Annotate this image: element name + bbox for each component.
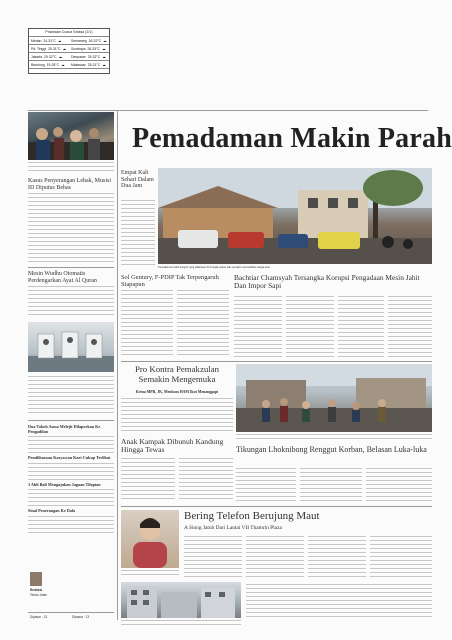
accident-caption [236, 434, 432, 442]
weather-row [29, 61, 109, 69]
story-pro-subtitle: Ketua MPR, JK, Menkum HAM Ikut Menanggapi [135, 390, 219, 394]
lower-rule [121, 506, 432, 507]
divider [28, 420, 114, 421]
story-bachtiar-body-1 [234, 296, 282, 358]
left-story-1-body [28, 193, 114, 263]
weather-cell [29, 39, 69, 43]
weather-cell [29, 63, 69, 67]
weather-city: Jakarta [31, 54, 43, 59]
divider [28, 267, 114, 268]
cloud-icon: ☁ [103, 38, 107, 43]
weather-temp: 25-31°C [87, 62, 101, 67]
weather-city: Makassar [71, 62, 86, 67]
story-anak-body-2 [179, 458, 233, 500]
weather-temp: 25-31°C [48, 46, 61, 51]
weather-row [29, 45, 109, 53]
weather-forecast-box [28, 28, 110, 74]
story-tikungan-body-1 [236, 468, 296, 502]
story-telefon-body-1 [184, 536, 242, 580]
weather-temp: 24-31°C [43, 38, 56, 43]
weather-city: Surabaya [71, 46, 86, 51]
cloud-icon: ☁ [58, 54, 63, 59]
story-tikungan-title: Tikungan Lhoknibong Renggut Korban, Belasan Luka-luka [236, 445, 427, 454]
weather-temp: 25-32°C [44, 54, 57, 59]
story-bachtiar-body-3 [338, 296, 384, 358]
cloud-icon: ☁ [61, 62, 65, 67]
weather-row [29, 37, 109, 45]
left-photo-mosque [28, 322, 114, 372]
story-bachtiar-title: Bachtiar Chamsyah Tersangka Korupsi Pengadaan Mesin Jahit Dan Impor Sapi [234, 273, 420, 291]
cloud-icon: ☁ [62, 46, 67, 51]
editor-photo [30, 572, 42, 586]
main-headline: Pemadaman Makin Parah [132, 123, 452, 154]
weather-temp: 26-33°C [87, 46, 100, 51]
top-rule [28, 110, 428, 111]
story-sol-body-2 [177, 290, 229, 358]
left-mini-stories [28, 423, 114, 553]
story-anak-title: Anak Kampak Dibunuh Kandung Hingga Tewas [121, 437, 224, 455]
weather-city: Pd. Tinggi [31, 46, 47, 51]
left-story-2-body-cont [28, 376, 114, 416]
portrait-illustration [121, 510, 179, 568]
left-story-2-body [28, 286, 114, 318]
left-story-1-title: Kasus Penyerangan Lebak, Musisi ID Diputus Bebas [28, 178, 111, 191]
building-illustration [121, 582, 241, 618]
main-photo-street [158, 168, 432, 264]
weather-city: Semarang [71, 38, 87, 43]
weather-cell [69, 55, 109, 59]
story-telefon-body-4 [370, 536, 432, 580]
left-story-2-title: Mesin Wudhu Otomatis Perdengarkan Ayat Al Quran [28, 271, 97, 284]
weather-title: Prakiraan Cuaca Selasa (2/1) [29, 29, 109, 37]
story-telefon-title: Bering Telefon Berujung Maut [184, 510, 320, 522]
left-mini-body [28, 463, 114, 481]
story-anak-body-1 [121, 458, 175, 500]
column-separator [117, 110, 118, 620]
telefon-photo-portrait [121, 510, 179, 568]
story-pro-title: Pro Kontra Pemakzulan Semakin Mengemuka [134, 364, 220, 384]
left-photo-riot [28, 112, 114, 160]
left-mini-body [28, 489, 114, 507]
left-mini-title: 3 Ahli Bali Mengajukan Jagaan Tilapian [28, 481, 101, 487]
footer-label: Redaksi [30, 588, 43, 592]
weather-row [29, 53, 109, 61]
weather-cell [29, 55, 69, 59]
cloud-icon: ☁ [57, 38, 62, 43]
bottom-photo-building [121, 582, 241, 618]
wudhu-illustration [28, 322, 114, 372]
story-bachtiar-body-4 [388, 296, 432, 358]
weather-city: Denpasar [71, 54, 86, 59]
left-mini-title: Sinal Penerangan Ke Dala [28, 508, 76, 514]
mid-rule [121, 361, 432, 362]
left-mini-body [28, 516, 114, 534]
story-telefon-body-5 [246, 584, 432, 620]
weather-cell [69, 39, 109, 43]
cloud-icon: ☁ [102, 54, 106, 59]
left-mini-title: Pemiliharaan Karyawan Kaet Cukup Terlibat [28, 455, 111, 461]
footer-ad-2: Dipasar : 13 [72, 615, 90, 619]
left-photo-caption [28, 162, 114, 174]
main-photo-caption: Pemadaman listrik bergilir yang dilakukan PLN sejak pekan lalu semakin meresahkan warga kota [158, 266, 270, 269]
accident-photo [236, 364, 432, 432]
footer-name: Tekan Jalan [30, 593, 48, 597]
weather-city: Medan [31, 38, 42, 43]
crowd-illustration [28, 112, 114, 160]
weather-cell [69, 63, 109, 67]
footer-ad-1: Dipasar : 13 [30, 615, 48, 619]
story-sol-title: Sol Gentury, F-PDIP Tak Terpengaruh Siapapun [121, 274, 219, 289]
left-mini-body [28, 436, 114, 454]
weather-cell [29, 47, 69, 51]
story-pro-body [121, 398, 233, 434]
telefon-photo-caption [121, 570, 179, 578]
weather-city: Bandung [31, 62, 45, 67]
accident-illustration [236, 364, 432, 432]
street-scene-illustration [158, 168, 432, 264]
story-tikungan-body-3 [366, 468, 432, 502]
left-mini-title: Dua Tokoh Asma Melejit Dilaporkan Ke Pengadilan [28, 424, 101, 434]
bottom-photo-caption [121, 620, 241, 628]
cloud-icon: ☁ [102, 46, 106, 51]
weather-temp: 26-32°C [88, 38, 102, 43]
story-tikungan-body-2 [300, 468, 362, 502]
weather-temp: 19-28°C [46, 62, 60, 67]
footer-rule [28, 612, 114, 613]
story-bachtiar-body-2 [286, 296, 334, 358]
cloud-icon: ☁ [102, 62, 106, 67]
sub-story-body [121, 200, 155, 266]
story-sol-body-1 [121, 290, 173, 358]
story-telefon-body-2 [246, 536, 304, 580]
sub-story-title: Empat Kali Sehari Dalam Dua Jam [121, 170, 154, 190]
story-telefon-subtitle: A Siong Jatuh Dari Lantai VII Thamrin Plaza [184, 525, 282, 531]
story-telefon-body-3 [308, 536, 366, 580]
weather-temp: 25-32°C [87, 54, 101, 59]
weather-cell [69, 47, 109, 51]
